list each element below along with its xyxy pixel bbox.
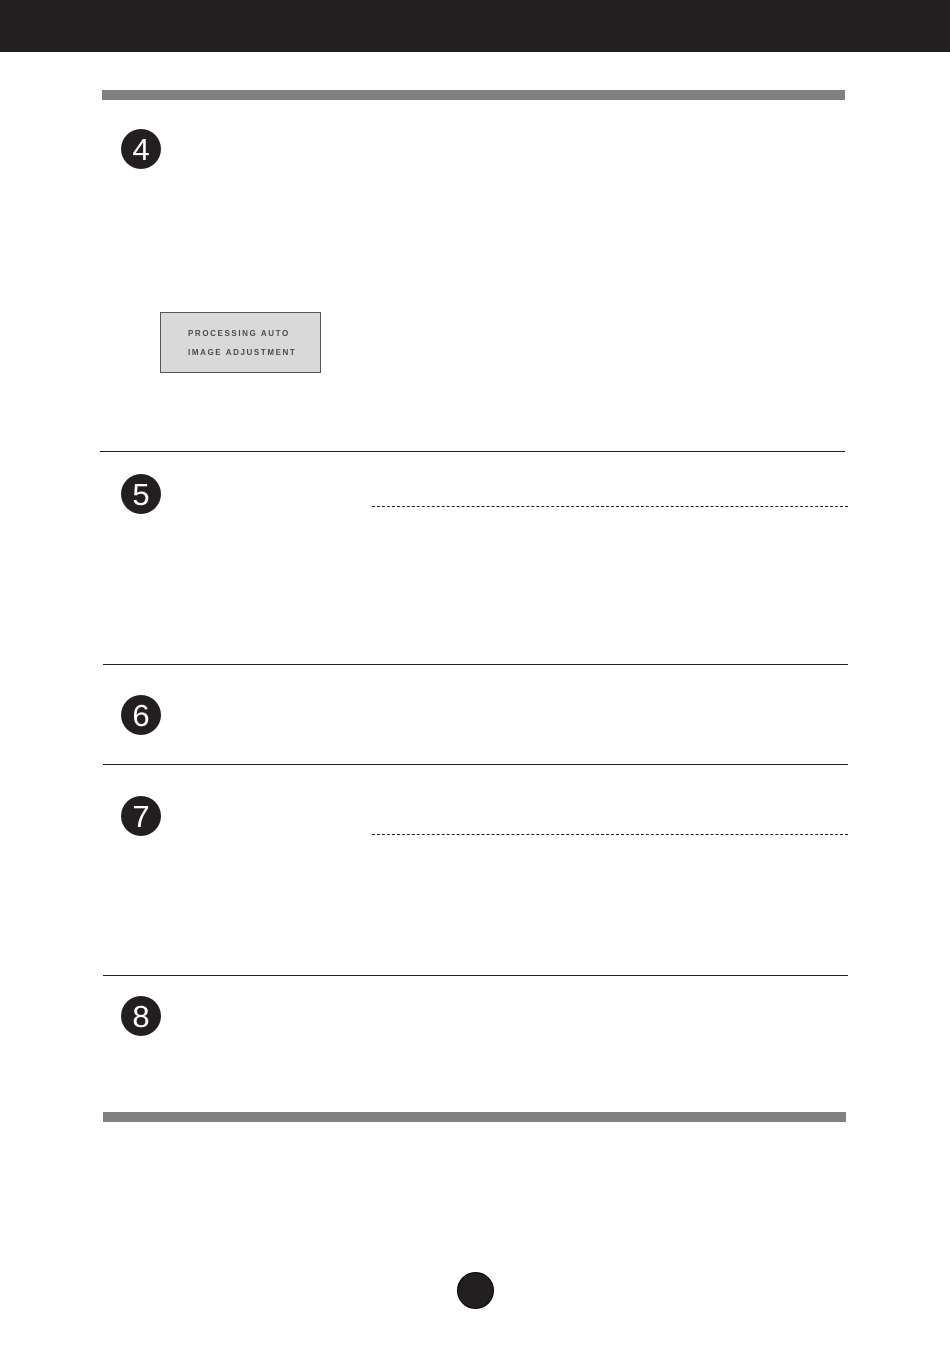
osd-line-1: PROCESSING AUTO — [188, 329, 290, 338]
step-8-badge — [121, 996, 161, 1036]
divider-after-step-6 — [103, 764, 848, 765]
step-4-badge — [121, 129, 161, 169]
step-6-number: 6 — [132, 697, 150, 733]
step-8-number: 8 — [132, 998, 150, 1034]
step-7-dashed-rule — [372, 834, 848, 835]
osd-message-box — [160, 312, 321, 373]
step-5-number: 5 — [132, 476, 150, 512]
step-5-dashed-rule — [372, 506, 848, 507]
divider-after-step-7 — [103, 975, 848, 976]
page-number-dot — [457, 1272, 494, 1309]
divider-after-step-4 — [100, 451, 845, 452]
step-4-number: 4 — [132, 131, 150, 167]
step-7-badge — [121, 796, 161, 836]
divider-after-step-5 — [103, 664, 848, 665]
osd-line-2: IMAGE ADJUSTMENT — [188, 348, 297, 357]
bottom-section-rule — [103, 1112, 846, 1122]
step-5-badge — [121, 474, 161, 514]
step-6-badge — [121, 695, 161, 735]
header-bar — [0, 0, 950, 52]
top-section-rule — [102, 90, 845, 100]
step-7-number: 7 — [132, 798, 150, 834]
